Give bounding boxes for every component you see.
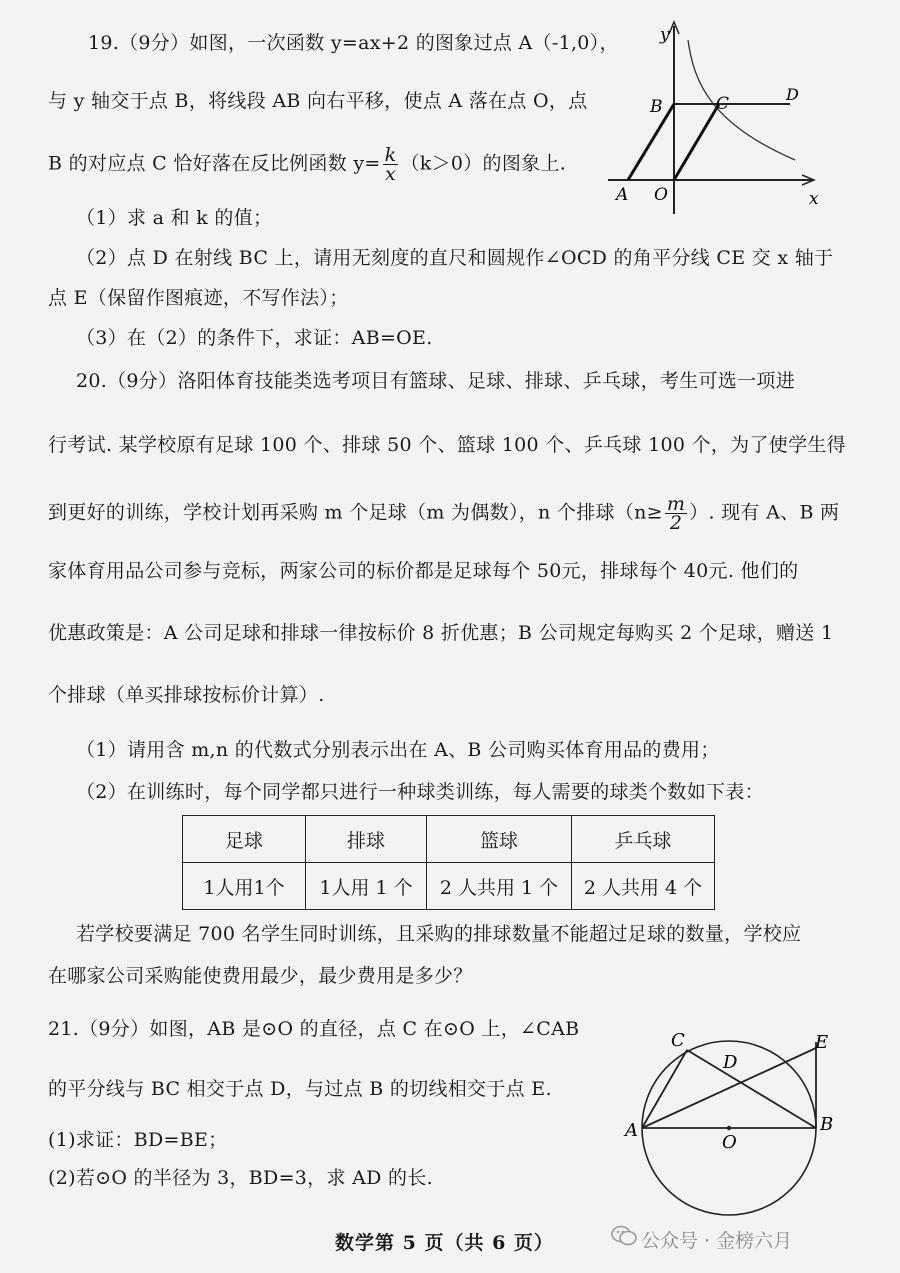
table-cell: 2 人共用 1 个 <box>427 863 572 910</box>
fig19-label-y: y <box>660 25 670 45</box>
ball-usage-table <box>182 815 715 910</box>
q19-figure <box>600 12 830 222</box>
q19-frac-num: k <box>384 144 397 166</box>
q19-line-1: 19.（9分）如图，一次函数 y=ax+2 的图象过点 A（-1,0）， <box>88 32 619 54</box>
q20-frac-num: m <box>666 493 686 515</box>
q20-line-3-post: ）. 现有 A、B 两 <box>689 501 840 524</box>
q19-fraction <box>383 146 399 183</box>
table-cell: 2 人共用 4 个 <box>572 863 715 910</box>
table-header-row <box>183 816 715 863</box>
q20-fraction <box>665 495 687 532</box>
q19-frac-den: x <box>385 163 397 185</box>
q20-line-4: 家体育用品公司参与竞标，两家公司的标价都是足球每个 50元，排球每个 40元. 他们的 <box>48 560 799 582</box>
table-header-cell: 乒乓球 <box>572 816 715 863</box>
table-cell: 1人用 1 个 <box>306 863 427 910</box>
fig19-label-D: D <box>786 85 799 104</box>
q19-line-3-post: （k＞0）的图象上. <box>400 152 567 175</box>
fig21-label-B: B <box>820 1114 834 1135</box>
wechat-icon <box>610 1224 638 1248</box>
page-footer: 数学第 5 页（共 6 页） <box>335 1232 554 1254</box>
q21-line-2: 的平分线与 BC 相交于点 D，与过点 B 的切线相交于点 E. <box>48 1078 552 1100</box>
fig21-label-E: E <box>815 1032 829 1053</box>
table-header-cell: 排球 <box>306 816 427 863</box>
fig21-label-O: O <box>722 1132 737 1153</box>
q20-part-1: （1）请用含 m,n 的代数式分别表示出在 A、B 公司购买体育用品的费用； <box>76 739 720 761</box>
q20-frac-den: 2 <box>669 512 683 534</box>
fig19-label-B: B <box>650 97 663 117</box>
q20-line-3 <box>48 495 839 532</box>
q19-line-3 <box>48 146 566 183</box>
table-header-cell: 足球 <box>183 816 306 863</box>
table-header-cell: 篮球 <box>427 816 572 863</box>
q19-part-2a: （2）点 D 在射线 BC 上，请用无刻度的直尺和圆规作∠OCD 的角平分线 CE 交 x 轴于 <box>76 247 834 269</box>
q19-line-2: 与 y 轴交于点 B，将线段 AB 向右平移，使点 A 落在点 O，点 <box>48 90 588 112</box>
q20-part-2: （2）在训练时，每个同学都只进行一种球类训练，每人需要的球类个数如下表： <box>76 781 764 803</box>
q19-part-1: （1）求 a 和 k 的值； <box>76 207 273 229</box>
q20-line-6: 个排球（单买排球按标价计算）. <box>48 684 325 706</box>
q19-part-3: （3）在（2）的条件下，求证：AB=OE. <box>76 327 433 349</box>
q20-line-1: 20.（9分）洛阳体育技能类选考项目有篮球、足球、排球、乒乓球，考生可选一项进 <box>76 370 796 392</box>
q19-part-2b: 点 E（保留作图痕迹，不写作法）； <box>48 287 349 309</box>
fig21-label-D: D <box>723 1052 738 1073</box>
fig19-label-A: A <box>616 185 629 205</box>
q21-line-1: 21.（9分）如图，AB 是⊙O 的直径，点 C 在⊙O 上，∠CAB <box>48 1018 580 1040</box>
q20-line-5: 优惠政策是：A 公司足球和排球一律按标价 8 折优惠；B 公司规定每购买 2 个足球，赠送 1 <box>48 622 834 644</box>
fig21-label-A: A <box>625 1120 638 1141</box>
table-row <box>183 863 715 910</box>
q19-line-3-pre: B 的对应点 C 恰好落在反比例函数 y= <box>48 152 381 175</box>
q20-after-1: 若学校要满足 700 名学生同时训练，且采购的排球数量不能超过足球的数量，学校应 <box>76 923 802 945</box>
fig19-label-O: O <box>654 185 668 205</box>
fig19-label-C: C <box>716 94 730 114</box>
q21-figure <box>615 1020 850 1225</box>
table-cell: 1人用1个 <box>183 863 306 910</box>
q20-line-2: 行考试. 某学校原有足球 100 个、排球 50 个、篮球 100 个、乒乓球 100 个，为了使学生得 <box>48 434 846 456</box>
watermark-text: 公众号 · 金榜六月 <box>641 1230 793 1252</box>
q20-after-2: 在哪家公司采购能使费用最少，最少费用是多少？ <box>48 965 473 987</box>
q21-part-1: (1)求证：BD=BE； <box>48 1129 228 1151</box>
fig19-label-x: x <box>809 189 819 209</box>
q20-line-3-pre: 到更好的训练，学校计划再采购 m 个足球（m 为偶数），n 个排球（n≥ <box>48 501 663 524</box>
fig21-label-C: C <box>671 1030 685 1051</box>
q21-part-2: (2)若⊙O 的半径为 3，BD=3，求 AD 的长. <box>48 1167 433 1189</box>
